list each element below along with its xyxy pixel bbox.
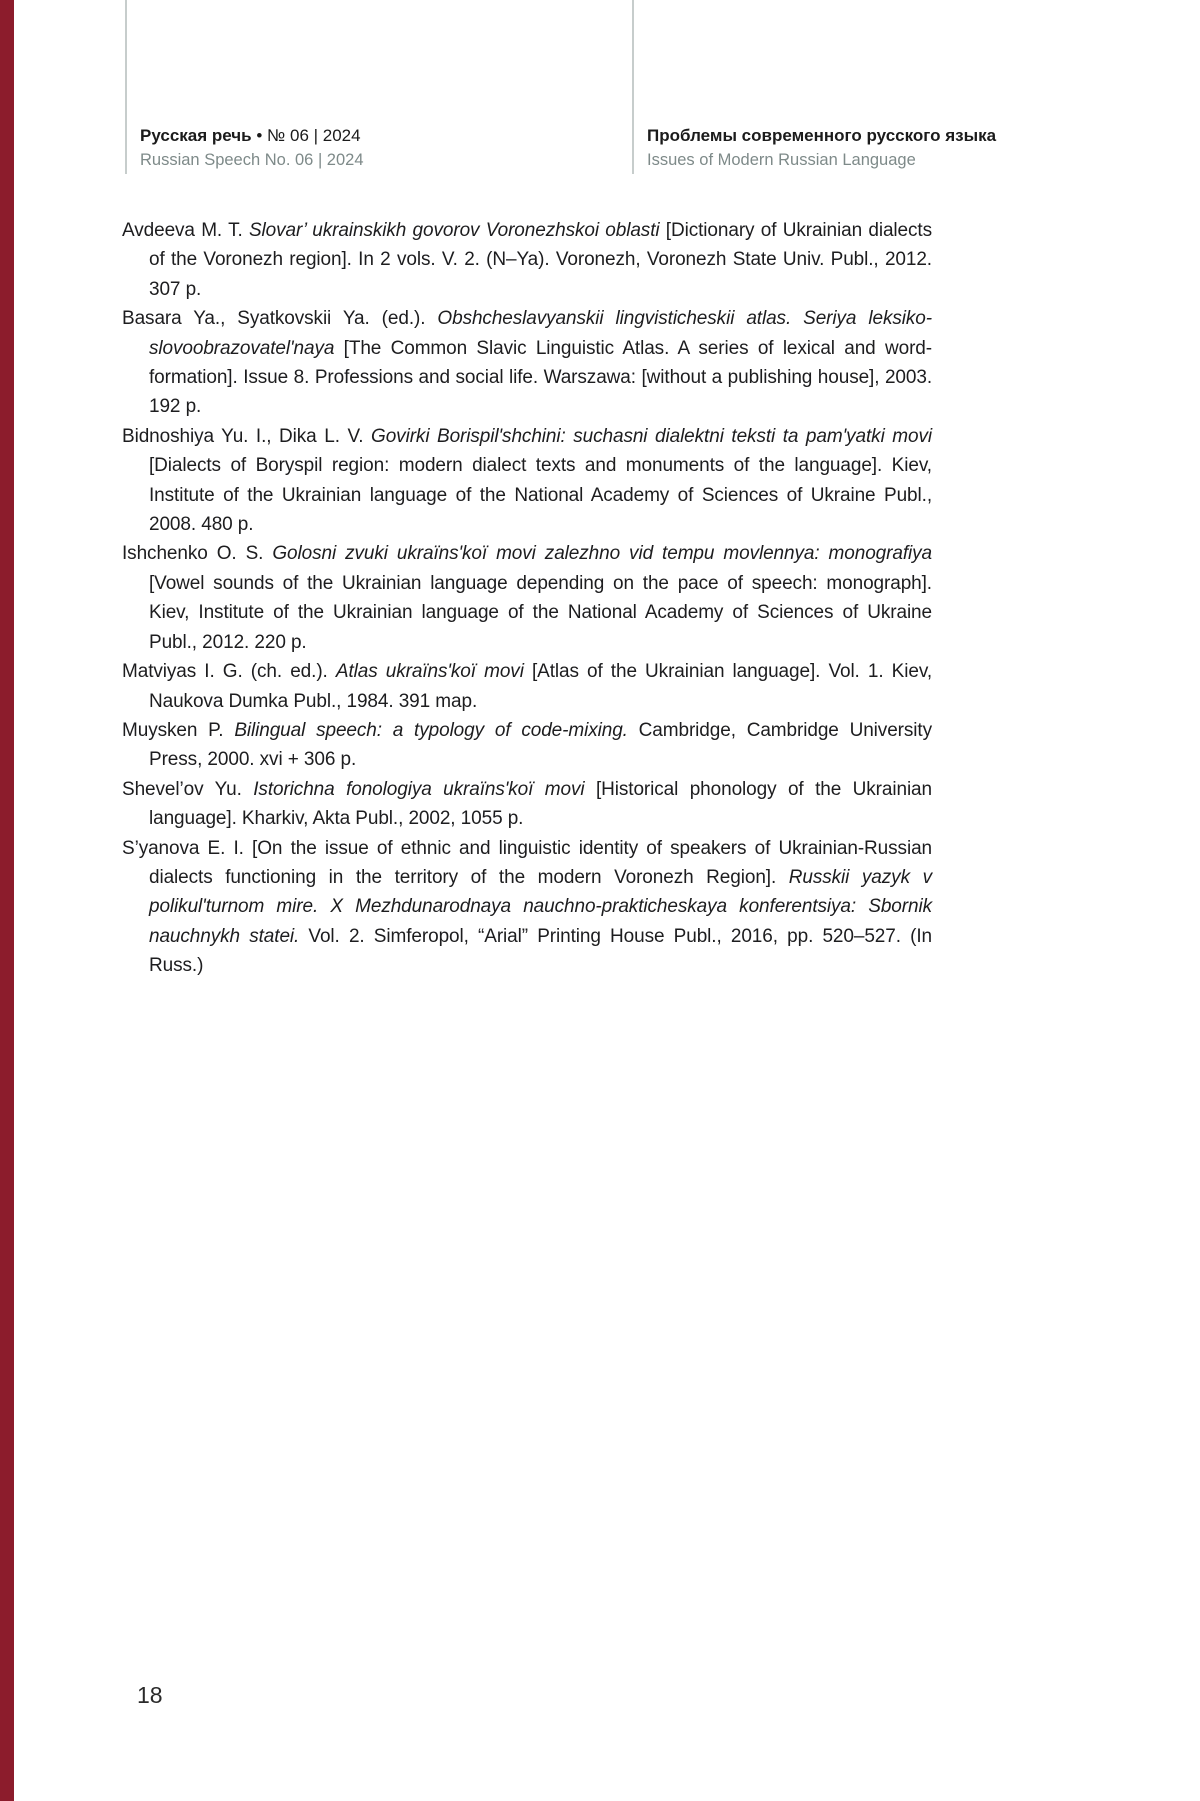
header-section-block xyxy=(632,0,1052,174)
reference-entry: Ishchenko O. S. Golosni zvuki ukraïns'koï movi zalezhno vid tempu movlennya: monografiya [Vowel sounds of the Ukrainian language depending on the pace of speech: monograph]. Kiev, Institute of the Ukrainian language of the National Academy of Sciences of Ukraine Publ., 2012. 220 p. xyxy=(122,543,932,653)
journal-title-english: Russian Speech No. 06 | 2024 xyxy=(140,151,364,169)
reference-entry: Bidnoshiya Yu. I., Dika L. V. Govirki Borispil'shchini: suchasni dialektni teksti ta pam'yatki movi [Dialects of Boryspil region: modern dialect texts and monuments of the language]. Kiev, Institute of the Ukrainian language of the National Academy of Sciences of Ukraine Publ., 2008. 480 p. xyxy=(122,425,932,536)
section-title: Проблемы современного русского языка xyxy=(647,126,997,145)
reference-entry: Avdeeva M. T. Slovar’ ukrainskikh govorov Voronezhskoi oblasti [Dictionary of Ukrainian dialects of the Voronezh region]. In 2 vols. V. 2. (N–Ya). Voronezh, Voronezh State Univ. Publ., 2012. 307 p. xyxy=(122,220,932,300)
header-journal-block xyxy=(125,0,545,174)
section-title-english: Issues of Modern Russian Language xyxy=(647,151,916,169)
journal-title-name: Русская речь xyxy=(140,126,252,145)
reference-entry: Matviyas I. G. (ch. ed.). Atlas ukraïns'koï movi [Atlas of the Ukrainian language]. Vol. 1. Kiev, Naukova Dumka Publ., 1984. 391 map. xyxy=(122,661,933,712)
reference-entry: Muysken P. Bilingual speech: a typology of code-mixing. Cambridge, Cambridge University Press, 2000. xvi + 306 p. xyxy=(122,719,932,771)
reference-entry: S’yanova E. I. [On the issue of ethnic and linguistic identity of speakers of Ukrainian-Russian dialects functioning in the territory of the modern Voronezh Region]. Russkii yazyk v polikul'turnom mire. X Mezhdunarodnaya nauchno-prakticheskaya konferentsiya: Sbornik nauchnykh statei. Vol. 2. Simferopol, “Arial” Printing House Publ., 2016, pp. 520–527. (In Russ.) xyxy=(122,837,933,977)
journal-title xyxy=(140,124,545,148)
page-number: 18 xyxy=(137,1682,163,1708)
references-list xyxy=(122,216,932,981)
reference-entry: Basara Ya., Syatkovskii Ya. (ed.). Obshcheslavyanskii lingvisticheskii atlas. Seriya leksiko-slovoobrazovatel'naya [The Common Slavic Linguistic Atlas. A series of lexical and word-formation]. Issue 8. Professions and social life. Warszawa: [without a publishing house], 2003. 192 p. xyxy=(122,308,932,418)
journal-title-issue: • № 06 | 2024 xyxy=(251,126,361,145)
reference-entry: Shevel’ov Yu. Istorichna fonologiya ukraïns'koï movi [Historical phonology of the Ukrainian language]. Kharkiv, Akta Publ., 2002, 1055 p. xyxy=(122,778,932,830)
left-accent-bar xyxy=(0,0,14,1801)
